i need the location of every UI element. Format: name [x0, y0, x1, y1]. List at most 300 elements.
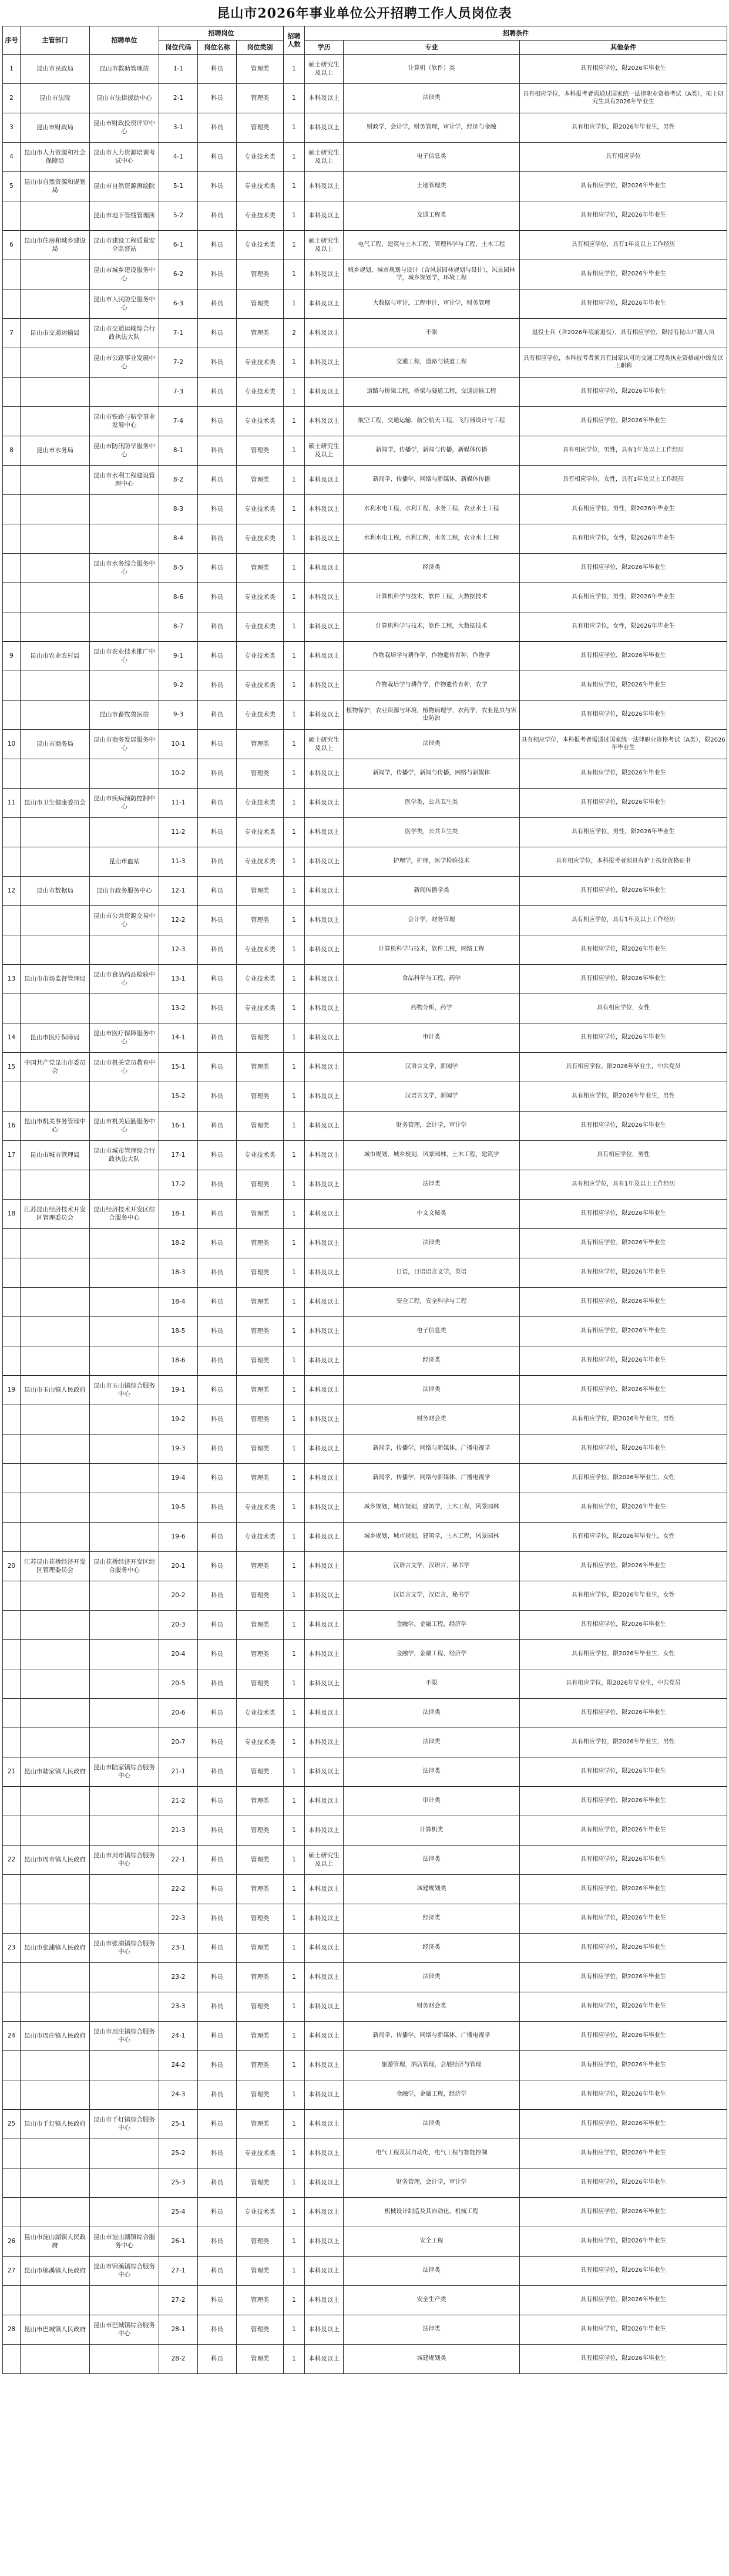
cell-dept: 昆山市人力资源和社会保障局	[21, 143, 90, 172]
table-row	[3, 1640, 727, 1669]
cell-dept	[21, 1464, 90, 1493]
cell-post-code: 18-5	[159, 1317, 198, 1346]
cell-seq	[3, 1787, 21, 1816]
cell-count: 1	[284, 583, 305, 612]
cell-other: 具有相应学位，限2026年毕业生	[520, 1229, 727, 1258]
cell-major: 新闻学，传播学，网络与新媒体，广播电视学	[344, 1464, 520, 1493]
cell-edu: 本科及以上	[305, 1317, 344, 1346]
cell-edu: 本科及以上	[305, 289, 344, 319]
cell-major: 新闻学，传播学，网络与新媒体，广播电视学	[344, 1435, 520, 1464]
cell-post-code: 16-1	[159, 1112, 198, 1141]
cell-seq	[3, 1699, 21, 1728]
cell-edu: 本科及以上	[305, 2022, 344, 2051]
cell-post-type: 管理类	[237, 730, 284, 759]
cell-dept: 昆山市周庄镇人民政府	[21, 2022, 90, 2051]
cell-post-name: 科员	[198, 1787, 237, 1816]
cell-count: 1	[284, 2022, 305, 2051]
cell-seq	[3, 2168, 21, 2198]
table-row	[3, 701, 727, 730]
cell-major: 计算机科学与技术，软件工程，大数据技术	[344, 583, 520, 612]
cell-post-type: 专业技术类	[237, 201, 284, 231]
table-row	[3, 2022, 727, 2051]
cell-count: 1	[284, 1523, 305, 1552]
cell-seq	[3, 818, 21, 847]
cell-count: 1	[284, 1141, 305, 1170]
cell-edu: 本科及以上	[305, 612, 344, 642]
cell-edu: 本科及以上	[305, 994, 344, 1023]
cell-dept	[21, 1317, 90, 1346]
cell-other: 具有相应学位	[520, 143, 727, 172]
cell-post-name: 科员	[198, 2080, 237, 2110]
cell-other: 具有相应学位，限2026年毕业生	[520, 1493, 727, 1523]
cell-dept: 昆山市民政局	[21, 55, 90, 84]
cell-post-code: 17-2	[159, 1170, 198, 1200]
cell-seq: 9	[3, 642, 21, 671]
table-row	[3, 319, 727, 348]
cell-dept	[21, 1229, 90, 1258]
cell-major: 法律类	[344, 730, 520, 759]
cell-dept	[21, 260, 90, 289]
cell-other: 具有相应学位，限2026年毕业生	[520, 1963, 727, 1992]
table-row	[3, 1523, 727, 1552]
cell-post-type: 管理类	[237, 260, 284, 289]
table-row	[3, 935, 727, 965]
cell-post-name: 科员	[198, 877, 237, 906]
cell-dept	[21, 495, 90, 524]
cell-seq: 28	[3, 2315, 21, 2345]
table-body	[3, 55, 727, 2374]
cell-post-type: 专业技术类	[237, 2198, 284, 2227]
cell-unit: 昆山市城市管理综合行政执法大队	[90, 1141, 159, 1170]
cell-major: 计算机科学与技术，软件工程，网络工程	[344, 935, 520, 965]
cell-post-type: 管理类	[237, 436, 284, 466]
cell-unit: 昆山市城乡建设服务中心	[90, 260, 159, 289]
cell-major: 城市规划，城乡规划，风景园林，土木工程，建筑学	[344, 1141, 520, 1170]
cell-unit: 昆山市张浦镇综合服务中心	[90, 1934, 159, 1963]
cell-dept: 昆山市锦溪镇人民政府	[21, 2257, 90, 2286]
cell-dept	[21, 1611, 90, 1640]
cell-seq: 20	[3, 1552, 21, 1581]
table-row	[3, 1170, 727, 1200]
cell-major: 经济类	[344, 554, 520, 583]
cell-seq	[3, 935, 21, 965]
cell-count: 1	[284, 1317, 305, 1346]
table-row	[3, 1464, 727, 1493]
cell-post-code: 9-3	[159, 701, 198, 730]
cell-post-code: 8-7	[159, 612, 198, 642]
table-row	[3, 1699, 727, 1728]
cell-post-name: 科员	[198, 55, 237, 84]
table-row	[3, 289, 727, 319]
cell-seq	[3, 612, 21, 642]
cell-count: 1	[284, 231, 305, 260]
cell-edu: 本科及以上	[305, 2051, 344, 2080]
table-row	[3, 906, 727, 935]
header-edu: 学历	[305, 41, 344, 55]
cell-edu: 本科及以上	[305, 701, 344, 730]
cell-edu: 本科及以上	[305, 407, 344, 436]
header-post-name: 岗位名称	[198, 41, 237, 55]
cell-edu: 硕士研究生及以上	[305, 436, 344, 466]
cell-post-name: 科员	[198, 201, 237, 231]
cell-post-code: 9-1	[159, 642, 198, 671]
cell-post-code: 19-1	[159, 1376, 198, 1405]
cell-seq	[3, 1963, 21, 1992]
cell-unit	[90, 583, 159, 612]
cell-dept	[21, 1640, 90, 1669]
cell-post-code: 20-2	[159, 1581, 198, 1611]
cell-unit	[90, 935, 159, 965]
cell-post-code: 20-1	[159, 1552, 198, 1581]
cell-post-type: 专业技术类	[237, 701, 284, 730]
cell-count: 1	[284, 1170, 305, 1200]
cell-post-type: 专业技术类	[237, 935, 284, 965]
cell-edu: 本科及以上	[305, 1992, 344, 2022]
cell-post-type: 专业技术类	[237, 583, 284, 612]
cell-other: 具有相应学位，具有1年及以上工作经历	[520, 1170, 727, 1200]
cell-other: 具有相应学位，限2026年毕业生	[520, 201, 727, 231]
cell-dept	[21, 994, 90, 1023]
cell-edu: 本科及以上	[305, 1258, 344, 1288]
cell-other: 具有相应学位，限2026年毕业生	[520, 2080, 727, 2110]
table-row	[3, 55, 727, 84]
cell-dept	[21, 378, 90, 407]
cell-edu: 硕士研究生及以上	[305, 730, 344, 759]
cell-major: 航空工程，交通运输，航空航天工程，飞行器设计与工程	[344, 407, 520, 436]
cell-count: 1	[284, 877, 305, 906]
cell-unit	[90, 2286, 159, 2315]
cell-post-code: 23-3	[159, 1992, 198, 2022]
cell-major: 法律类	[344, 84, 520, 113]
cell-dept: 中国共产党昆山市委员会	[21, 1053, 90, 1082]
cell-dept	[21, 2080, 90, 2110]
table-row	[3, 1934, 727, 1963]
cell-seq	[3, 2080, 21, 2110]
cell-post-type: 管理类	[237, 759, 284, 789]
cell-dept	[21, 935, 90, 965]
cell-unit	[90, 2139, 159, 2168]
cell-major: 城乡规划，城市规划与设计（含风景园林规划与设计），风景园林学，城乡规划学，环境工程	[344, 260, 520, 289]
cell-post-name: 科员	[198, 260, 237, 289]
table-row	[3, 172, 727, 201]
cell-unit: 昆山市机关后勤服务中心	[90, 1112, 159, 1141]
cell-edu: 本科及以上	[305, 113, 344, 143]
cell-post-name: 科员	[198, 612, 237, 642]
cell-edu: 本科及以上	[305, 2168, 344, 2198]
cell-dept	[21, 289, 90, 319]
cell-major: 法律类	[344, 2315, 520, 2345]
cell-post-type: 专业技术类	[237, 612, 284, 642]
cell-count: 1	[284, 2168, 305, 2198]
cell-post-name: 科员	[198, 1875, 237, 1904]
cell-post-code: 21-3	[159, 1816, 198, 1846]
cell-post-name: 科员	[198, 2168, 237, 2198]
cell-dept: 昆山市陆家镇人民政府	[21, 1757, 90, 1787]
cell-major: 新闻传播学类	[344, 877, 520, 906]
cell-count: 1	[284, 348, 305, 378]
cell-seq	[3, 1435, 21, 1464]
cell-count: 1	[284, 436, 305, 466]
cell-post-name: 科员	[198, 1963, 237, 1992]
cell-other: 具有相应学位，限2026年毕业生	[520, 1875, 727, 1904]
cell-count: 1	[284, 1787, 305, 1816]
cell-edu: 本科及以上	[305, 2286, 344, 2315]
cell-edu: 本科及以上	[305, 2139, 344, 2168]
cell-other: 具有相应学位，限2026年毕业生，女性	[520, 1640, 727, 1669]
cell-dept	[21, 1346, 90, 1376]
cell-other: 具有相应学位，限2026年毕业生	[520, 1934, 727, 1963]
cell-post-name: 科员	[198, 847, 237, 877]
cell-post-type: 专业技术类	[237, 994, 284, 1023]
cell-unit	[90, 612, 159, 642]
table-row	[3, 1581, 727, 1611]
cell-post-code: 11-1	[159, 789, 198, 818]
cell-major: 日语，日语语言文学，英语	[344, 1258, 520, 1288]
table-row	[3, 1904, 727, 1934]
cell-post-name: 科员	[198, 378, 237, 407]
cell-major: 计算机（软件）类	[344, 55, 520, 84]
cell-count: 1	[284, 847, 305, 877]
cell-unit	[90, 1464, 159, 1493]
cell-post-code: 24-3	[159, 2080, 198, 2110]
cell-count: 1	[284, 378, 305, 407]
cell-major: 金融学，金融工程，经济学	[344, 1640, 520, 1669]
cell-major: 计算机类	[344, 1816, 520, 1846]
cell-post-name: 科员	[198, 2286, 237, 2315]
cell-post-name: 科员	[198, 583, 237, 612]
cell-other: 具有相应学位，限2026年毕业生，女性	[520, 1464, 727, 1493]
cell-seq: 8	[3, 436, 21, 466]
table-row	[3, 612, 727, 642]
cell-count: 1	[284, 1200, 305, 1229]
cell-post-code: 10-1	[159, 730, 198, 759]
table-row	[3, 84, 727, 113]
cell-major: 计算机科学与技术，软件工程，大数据技术	[344, 612, 520, 642]
cell-post-code: 23-1	[159, 1934, 198, 1963]
cell-seq	[3, 671, 21, 701]
cell-post-type: 管理类	[237, 1435, 284, 1464]
cell-dept	[21, 1992, 90, 2022]
cell-post-type: 管理类	[237, 2110, 284, 2139]
cell-major: 大数据与审计，工程审计，审计学，财务管理	[344, 289, 520, 319]
cell-dept: 昆山市卫生健康委员会	[21, 789, 90, 818]
cell-edu: 本科及以上	[305, 348, 344, 378]
cell-post-name: 科员	[198, 1669, 237, 1699]
cell-dept	[21, 348, 90, 378]
cell-dept: 昆山市财政局	[21, 113, 90, 143]
cell-count: 1	[284, 1346, 305, 1376]
cell-unit: 昆山市巴城镇综合服务中心	[90, 2315, 159, 2345]
cell-edu: 硕士研究生及以上	[305, 55, 344, 84]
cell-other: 具有相应学位，男性，限2026年毕业生	[520, 818, 727, 847]
cell-edu: 本科及以上	[305, 818, 344, 847]
cell-dept	[21, 1435, 90, 1464]
cell-post-code: 19-2	[159, 1405, 198, 1435]
cell-other: 具有相应学位，限2026年毕业生	[520, 935, 727, 965]
cell-count: 1	[284, 935, 305, 965]
cell-post-type: 管理类	[237, 2227, 284, 2257]
cell-major: 法律类	[344, 2110, 520, 2139]
cell-seq	[3, 407, 21, 436]
cell-post-code: 22-1	[159, 1846, 198, 1875]
cell-post-code: 19-3	[159, 1435, 198, 1464]
cell-post-type: 管理类	[237, 1581, 284, 1611]
table-row	[3, 1875, 727, 1904]
cell-seq	[3, 583, 21, 612]
cell-post-code: 13-2	[159, 994, 198, 1023]
cell-unit	[90, 1346, 159, 1376]
cell-other: 具有相应学位，限2026年毕业生	[520, 965, 727, 994]
cell-count: 1	[284, 1053, 305, 1082]
cell-edu: 本科及以上	[305, 1904, 344, 1934]
cell-unit	[90, 1405, 159, 1435]
cell-major: 交通工程类	[344, 201, 520, 231]
cell-post-type: 管理类	[237, 1464, 284, 1493]
cell-post-name: 科员	[198, 2139, 237, 2168]
cell-post-code: 25-4	[159, 2198, 198, 2227]
cell-seq: 3	[3, 113, 21, 143]
cell-dept	[21, 2168, 90, 2198]
cell-edu: 本科及以上	[305, 965, 344, 994]
cell-seq	[3, 1875, 21, 1904]
table-row	[3, 789, 727, 818]
table-row	[3, 1611, 727, 1640]
cell-dept: 昆山市自然资源和规划局	[21, 172, 90, 201]
cell-major: 汉语言文学，汉语言，秘书学	[344, 1552, 520, 1581]
cell-dept	[21, 1787, 90, 1816]
cell-post-name: 科员	[198, 554, 237, 583]
table-row	[3, 1757, 727, 1787]
cell-post-name: 科员	[198, 1023, 237, 1053]
cell-post-type: 管理类	[237, 289, 284, 319]
cell-post-type: 管理类	[237, 1200, 284, 1229]
table-row	[3, 2345, 727, 2374]
cell-post-name: 科员	[198, 495, 237, 524]
cell-post-type: 管理类	[237, 1640, 284, 1669]
cell-post-code: 18-1	[159, 1200, 198, 1229]
cell-dept	[21, 1699, 90, 1728]
cell-other: 具有相应学位，限2026年毕业生	[520, 642, 727, 671]
cell-unit: 昆山市交通运输综合行政执法大队	[90, 319, 159, 348]
cell-post-type: 专业技术类	[237, 818, 284, 847]
cell-edu: 本科及以上	[305, 1493, 344, 1523]
cell-post-code: 15-2	[159, 1082, 198, 1112]
cell-major: 金融学，金融工程，经济学	[344, 2080, 520, 2110]
cell-post-type: 管理类	[237, 1934, 284, 1963]
cell-other: 具有相应学位，限2026年毕业生	[520, 2168, 727, 2198]
cell-post-type: 专业技术类	[237, 407, 284, 436]
cell-dept: 昆山市交通运输局	[21, 319, 90, 348]
cell-other: 具有相应学位，男性，具有1年及以上工作经历	[520, 436, 727, 466]
cell-post-code: 17-1	[159, 1141, 198, 1170]
cell-dept: 昆山市医疗保障局	[21, 1023, 90, 1053]
cell-other: 具有相应学位，本科报考者需通过国家统一法律职业资格考试（A类），硕士研究生具有2026年毕业生	[520, 84, 727, 113]
cell-post-type: 专业技术类	[237, 348, 284, 378]
cell-seq: 22	[3, 1846, 21, 1875]
cell-post-code: 20-7	[159, 1728, 198, 1757]
cell-seq	[3, 495, 21, 524]
cell-major: 药物分析，药学	[344, 994, 520, 1023]
cell-post-code: 25-3	[159, 2168, 198, 2198]
cell-dept	[21, 1963, 90, 1992]
cell-seq	[3, 466, 21, 495]
cell-count: 1	[284, 1875, 305, 1904]
cell-post-type: 管理类	[237, 1963, 284, 1992]
cell-post-name: 科员	[198, 730, 237, 759]
cell-unit: 昆山市水务综合服务中心	[90, 554, 159, 583]
cell-unit: 昆山市公共资源交易中心	[90, 906, 159, 935]
cell-post-type: 专业技术类	[237, 495, 284, 524]
cell-post-code: 5-2	[159, 201, 198, 231]
cell-count: 1	[284, 2051, 305, 2080]
cell-other: 具有相应学位，限2026年毕业生，中共党员	[520, 1669, 727, 1699]
recruitment-table	[2, 26, 727, 2374]
cell-other: 具有相应学位，限2026年毕业生	[520, 1346, 727, 1376]
header-row-top	[3, 26, 727, 41]
cell-count: 1	[284, 1699, 305, 1728]
cell-major: 护理学，护理，医学检验技术	[344, 847, 520, 877]
table-row	[3, 231, 727, 260]
cell-count: 1	[284, 965, 305, 994]
cell-seq	[3, 1611, 21, 1640]
cell-other: 具有相应学位，限2026年毕业生	[520, 1611, 727, 1640]
table-row	[3, 1141, 727, 1170]
cell-other: 具有相应学位，本科报考者需通过国家统一法律职业资格考试（A类），限2026年毕业生	[520, 730, 727, 759]
cell-count: 1	[284, 495, 305, 524]
cell-post-code: 8-2	[159, 466, 198, 495]
cell-post-type: 管理类	[237, 1288, 284, 1317]
cell-post-code: 20-6	[159, 1699, 198, 1728]
cell-other: 具有相应学位，限2026年毕业生	[520, 1112, 727, 1141]
cell-seq	[3, 1229, 21, 1258]
cell-post-code: 7-3	[159, 378, 198, 407]
table-row	[3, 201, 727, 231]
cell-edu: 本科及以上	[305, 1435, 344, 1464]
cell-seq: 13	[3, 965, 21, 994]
cell-dept	[21, 583, 90, 612]
cell-count: 1	[284, 524, 305, 554]
cell-dept: 昆山市数据局	[21, 877, 90, 906]
cell-other: 具有相应学位，限2026年毕业生，男性	[520, 1728, 727, 1757]
cell-seq: 11	[3, 789, 21, 818]
cell-post-code: 27-2	[159, 2286, 198, 2315]
table-row	[3, 554, 727, 583]
cell-count: 1	[284, 612, 305, 642]
cell-other: 具有相应学位，限2026年毕业生	[520, 1904, 727, 1934]
cell-post-code: 8-3	[159, 495, 198, 524]
cell-seq: 26	[3, 2227, 21, 2257]
cell-other: 具有相应学位，限2026年毕业生	[520, 172, 727, 201]
cell-seq	[3, 1816, 21, 1846]
cell-other: 具有相应学位，限2026年毕业生	[520, 2022, 727, 2051]
cell-major: 法律类	[344, 1699, 520, 1728]
cell-post-code: 11-3	[159, 847, 198, 877]
cell-major: 作物栽培学与耕作学，作物遗传育种，作物学	[344, 642, 520, 671]
table-row	[3, 2286, 727, 2315]
cell-post-name: 科员	[198, 524, 237, 554]
cell-post-name: 科员	[198, 1346, 237, 1376]
cell-unit: 昆山经济技术开发区综合服务中心	[90, 1200, 159, 1229]
cell-other: 具有相应学位，限2026年毕业生	[520, 1317, 727, 1346]
cell-post-name: 科员	[198, 906, 237, 935]
cell-post-name: 科员	[198, 701, 237, 730]
cell-post-type: 管理类	[237, 1552, 284, 1581]
cell-major: 审计类	[344, 1023, 520, 1053]
cell-dept	[21, 2051, 90, 2080]
cell-post-name: 科员	[198, 2315, 237, 2345]
cell-post-name: 科员	[198, 2345, 237, 2374]
cell-unit: 昆山市机关党员教育中心	[90, 1053, 159, 1082]
